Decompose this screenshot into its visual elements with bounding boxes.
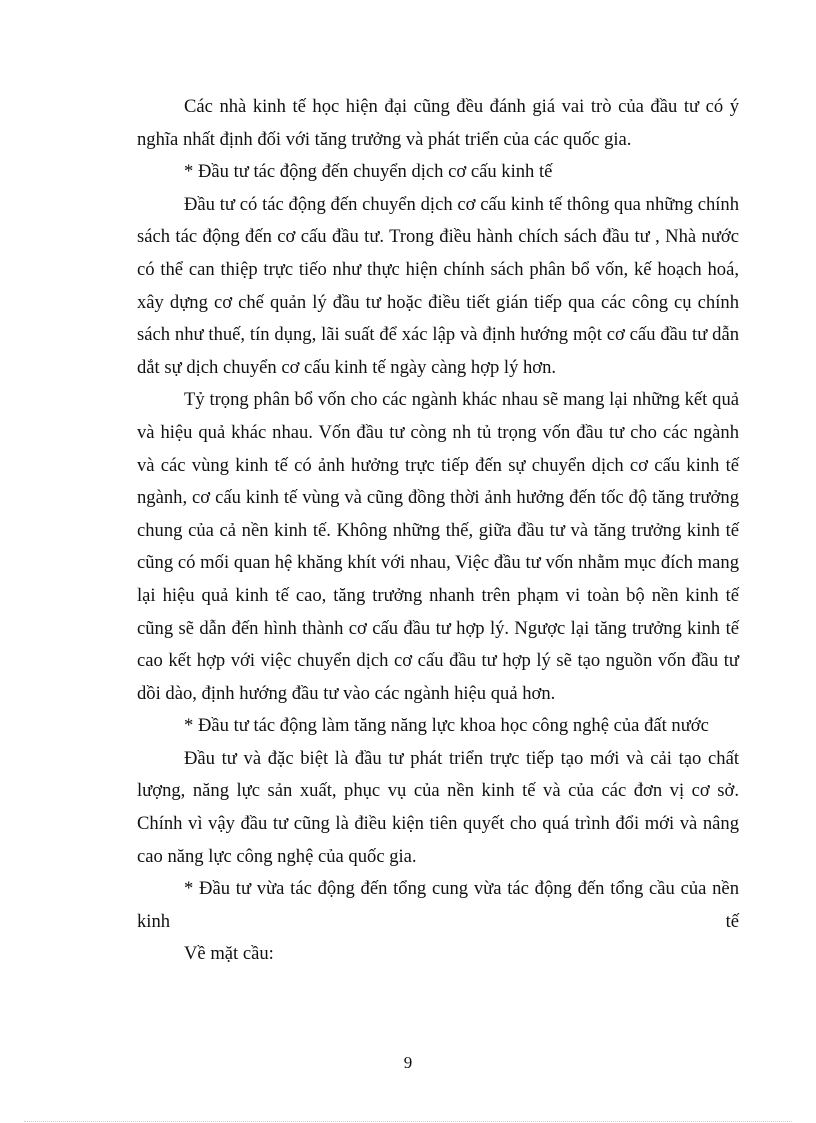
paragraph-capital-allocation: Tỷ trọng phân bổ vốn cho các ngành khác nhau sẽ mang lại những kết quả và hiệu quả khác nhau. Vốn đầu tư còng nh tủ trọng vốn đầu tư cho các ngành và các vùng kinh tế có ảnh hưởng trực tiếp đến sự chuyển dịch cơ cấu kinh tế ngành, cơ cấu kinh tế vùng và cũng đồng thời ảnh hưởng đến tốc độ tăng trưởng chung của cả nền kinh tế. Không những thế, giữa đầu tư và tăng trưởng kinh tế cũng có mối quan hệ khăng khít với nhau, Việc đầu tư vốn nhằm mục đích mang lại hiệu quả kinh tế cao, tăng trưởng nhanh trên phạm vi toàn bộ nền kinh tế cũng sẽ dẫn đến hình thành cơ cấu đầu tư hợp lý. Ngược lại tăng trưởng kinh tế cao kết hợp với việc chuyển dịch cơ cấu đầu tư hợp lý sẽ tạo nguồn vốn đầu tư dồi dào, định hướng đầu tư vào các ngành hiệu quả hơn.: [137, 389, 739, 704]
paragraph-economists-role: Các nhà kinh tế học hiện đại cũng đều đánh giá vai trò của đầu tư có ý nghĩa nhất định đối với tăng trưởng và phát triển của các quốc gia.: [137, 96, 739, 150]
heading-structural-shift: * Đầu tư tác động đến chuyển dịch cơ cấu kinh tế: [184, 161, 553, 183]
paragraph-technology-capacity: Đầu tư và đặc biệt là đầu tư phát triển trực tiếp tạo mới và cải tạo chất lượng, năng lực sản xuất, phục vụ của nền kinh tế và của các đơn vị cơ sở. Chính vì vậy đầu tư cũng là điều kiện tiên quyết cho quá trình đổi mới và nâng cao năng lực công nghệ của quốc gia.: [137, 747, 739, 867]
page-number: 9: [403, 1053, 413, 1072]
paragraph-structural-shift: Đầu tư có tác động đến chuyển dịch cơ cấu kinh tế thông qua những chính sách tác động đến cơ cấu đầu tư. Trong điều hành chích sách đầu tư , Nhà nước có thể can thiệp trực tiếo như thực hiện chính sách phân bổ vốn, kế hoạch hoá, xây dựng cơ chế quản lý đầu tư hoặc điều tiết gián tiếp qua các công cụ chính sách như thuế, tín dụng, lãi suất để xác lập và định hướng một cơ cấu đầu tư dẫn dắt sự dịch chuyển cơ cấu kinh tế ngày càng hợp lý hơn.: [137, 193, 739, 378]
paragraph-demand-side: Về mặt cầu:: [184, 943, 274, 965]
page-bottom-divider: [24, 1121, 792, 1122]
document-body: [137, 91, 739, 971]
heading-supply-demand: * Đầu tư vừa tác động đến tổng cung vừa tác động đến tổng cầu của nền kinh tế: [137, 878, 739, 932]
heading-technology-capacity: * Đầu tư tác động làm tăng năng lực khoa học công nghệ của đất nước: [184, 715, 709, 737]
